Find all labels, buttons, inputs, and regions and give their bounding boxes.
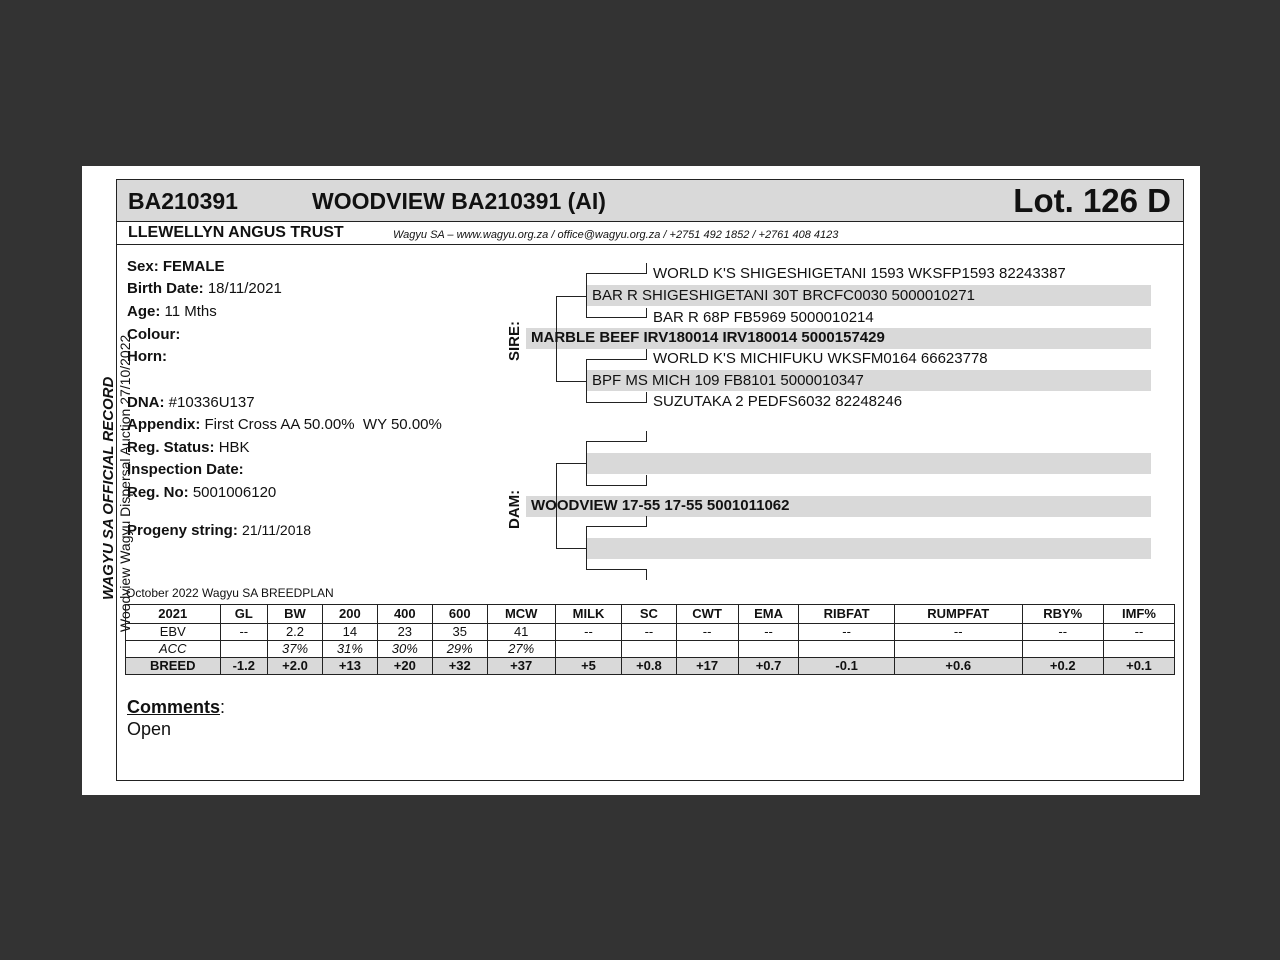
- ebv-cell: 2.2: [268, 624, 323, 641]
- sire-bracket-bottom: [556, 381, 586, 382]
- ebv-cell: --: [622, 624, 676, 641]
- ebv-cell: 35: [432, 624, 487, 641]
- acc-cell: 30%: [377, 641, 432, 658]
- inspection-date-field: Inspection Date:: [127, 461, 244, 478]
- acc-cell: ACC: [126, 641, 221, 658]
- progeny-field: Progeny string: 21/11/2018: [127, 522, 312, 539]
- breedplan-acc-row: [126, 641, 1175, 658]
- acc-cell: [894, 641, 1022, 658]
- dam-dam-bracket-top: [586, 526, 646, 527]
- dam-label: DAM:: [506, 489, 523, 529]
- breed-cell: +0.8: [622, 658, 676, 675]
- columns-cell: 600: [432, 605, 487, 624]
- acc-cell: [1103, 641, 1174, 658]
- columns-cell: RIBFAT: [799, 605, 894, 624]
- card-header: [117, 180, 1183, 222]
- dam-sire-bracket-bottom: [586, 485, 646, 486]
- columns-cell: MILK: [555, 605, 622, 624]
- sire-sire-bracket-bottom: [586, 317, 646, 318]
- sire-dam-sire-tick: [646, 349, 647, 360]
- acc-cell: [1022, 641, 1103, 658]
- breedplan-table: [125, 604, 1175, 675]
- columns-cell: EMA: [738, 605, 799, 624]
- dam-dam-bracket: [586, 526, 587, 569]
- dna-field: DNA: #10336U137: [127, 394, 255, 411]
- sire-bracket-top: [556, 296, 586, 297]
- acc-cell: 31%: [322, 641, 377, 658]
- dam-dam-dam-tick: [646, 569, 647, 580]
- contact-line: Wagyu SA – www.wagyu.org.za / office@wagyu.org.za / +2751 492 1852 / +2761 408 4123: [393, 229, 839, 241]
- ebv-cell: --: [738, 624, 799, 641]
- sire-sire-bracket-top: [586, 273, 646, 274]
- ebv-cell: --: [1103, 624, 1174, 641]
- breedplan-ebv-row: [126, 624, 1175, 641]
- ebv-cell: --: [555, 624, 622, 641]
- sire-dam-sire-name: WORLD K'S MICHIFUKU WKSFM0164 66623778: [653, 350, 988, 367]
- animal-name: WOODVIEW BA210391 (AI): [312, 188, 606, 214]
- sire-name: MARBLE BEEF IRV180014 IRV180014 5000157429: [531, 329, 885, 346]
- card-subheader: [117, 222, 1183, 245]
- breed-cell: +32: [432, 658, 487, 675]
- breed-cell: +5: [555, 658, 622, 675]
- ebv-cell: 41: [487, 624, 555, 641]
- columns-cell: BW: [268, 605, 323, 624]
- sire-dam-bracket: [586, 359, 587, 402]
- breed-cell: -1.2: [220, 658, 268, 675]
- acc-cell: [555, 641, 622, 658]
- acc-cell: [622, 641, 676, 658]
- dam-sire-bracket-top: [586, 441, 646, 442]
- animal-id: BA210391: [128, 188, 238, 214]
- breedplan-title: October 2022 Wagyu SA BREEDPLAN: [126, 586, 334, 600]
- breed-cell: +37: [487, 658, 555, 675]
- acc-cell: [676, 641, 738, 658]
- ebv-cell: --: [1022, 624, 1103, 641]
- breed-cell: BREED: [126, 658, 221, 675]
- columns-cell: RBY%: [1022, 605, 1103, 624]
- columns-cell: SC: [622, 605, 676, 624]
- sire-label: SIRE:: [506, 320, 523, 361]
- columns-cell: GL: [220, 605, 268, 624]
- ebv-cell: --: [894, 624, 1022, 641]
- breed-cell: +13: [322, 658, 377, 675]
- acc-cell: 27%: [487, 641, 555, 658]
- sire-bracket-lower: [556, 350, 557, 381]
- columns-cell: CWT: [676, 605, 738, 624]
- breed-cell: +0.2: [1022, 658, 1103, 675]
- owner-name: LLEWELLYN ANGUS TRUST: [128, 224, 344, 241]
- comments-value: Open: [127, 719, 172, 739]
- breed-cell: +0.1: [1103, 658, 1174, 675]
- sire-sire-sire-name: WORLD K'S SHIGESHIGETANI 1593 WKSFP1593 82243387: [653, 265, 1066, 282]
- official-record-label: WAGYU SA OFFICIAL RECORD: [100, 376, 117, 600]
- ebv-cell: 23: [377, 624, 432, 641]
- sire-sire-dam-name: BAR R 68P FB5969 5000010214: [653, 309, 874, 326]
- dam-sire-bar: [586, 453, 1151, 474]
- acc-cell: [738, 641, 799, 658]
- acc-cell: [220, 641, 268, 658]
- sire-dam-name: BPF MS MICH 109 FB8101 5000010347: [592, 372, 864, 389]
- breed-cell: +17: [676, 658, 738, 675]
- sire-sire-dam-tick: [646, 308, 647, 318]
- breed-cell: +0.7: [738, 658, 799, 675]
- breed-cell: +20: [377, 658, 432, 675]
- comments-heading: Comments:: [127, 697, 226, 717]
- ebv-cell: --: [676, 624, 738, 641]
- sire-dam-bracket-top: [586, 359, 646, 360]
- dam-bracket-bottom: [556, 548, 586, 549]
- dam-bracket-top: [556, 463, 586, 464]
- columns-cell: IMF%: [1103, 605, 1174, 624]
- breedplan-breed-row: [126, 658, 1175, 675]
- columns-cell: 400: [377, 605, 432, 624]
- sex-field: Sex: FEMALE: [127, 258, 225, 275]
- dam-dam-bar: [586, 538, 1151, 559]
- breed-cell: +0.6: [894, 658, 1022, 675]
- colour-field: Colour:: [127, 326, 181, 343]
- columns-cell: 200: [322, 605, 377, 624]
- columns-cell: RUMPFAT: [894, 605, 1022, 624]
- reg-status-field: Reg. Status: HBK: [127, 439, 250, 456]
- dam-name: WOODVIEW 17-55 17-55 5001011062: [531, 497, 790, 514]
- sire-dam-bracket-bottom: [586, 402, 646, 403]
- breed-cell: +2.0: [268, 658, 323, 675]
- birth-date-field: Birth Date: 18/11/2021: [127, 280, 282, 297]
- appendix-field: Appendix: First Cross AA 50.00% WY 50.00%: [127, 416, 442, 433]
- dam-sire-dam-tick: [646, 475, 647, 486]
- sire-dam-dam-tick: [646, 392, 647, 403]
- ebv-cell: --: [799, 624, 894, 641]
- ebv-cell: --: [220, 624, 268, 641]
- dam-sire-bracket: [586, 441, 587, 485]
- lot-number: Lot. 126 D: [1013, 182, 1171, 219]
- sire-sire-bracket: [586, 273, 587, 317]
- sire-sire-sire-tick: [646, 263, 647, 274]
- acc-cell: 37%: [268, 641, 323, 658]
- columns-cell: MCW: [487, 605, 555, 624]
- sire-dam-dam-name: SUZUTAKA 2 PEDFS6032 82248246: [653, 393, 903, 410]
- dam-dam-bracket-bottom: [586, 569, 646, 570]
- auction-label: Woodview Wagyu Dispersal Auction 27/10/2022: [117, 334, 133, 632]
- age-field: Age: 11 Mths: [127, 303, 217, 320]
- acc-cell: [799, 641, 894, 658]
- breed-cell: -0.1: [799, 658, 894, 675]
- reg-no-field: Reg. No: 5001006120: [127, 484, 277, 501]
- sire-sire-name: BAR R SHIGESHIGETANI 30T BRCFC0030 5000010271: [592, 287, 975, 304]
- dam-sire-sire-tick: [646, 431, 647, 442]
- columns-cell: 2021: [126, 605, 221, 624]
- horn-field: Horn:: [127, 348, 167, 365]
- dam-dam-sire-tick: [646, 516, 647, 527]
- ebv-cell: EBV: [126, 624, 221, 641]
- breedplan-header-row: [126, 605, 1175, 624]
- ebv-cell: 14: [322, 624, 377, 641]
- acc-cell: 29%: [432, 641, 487, 658]
